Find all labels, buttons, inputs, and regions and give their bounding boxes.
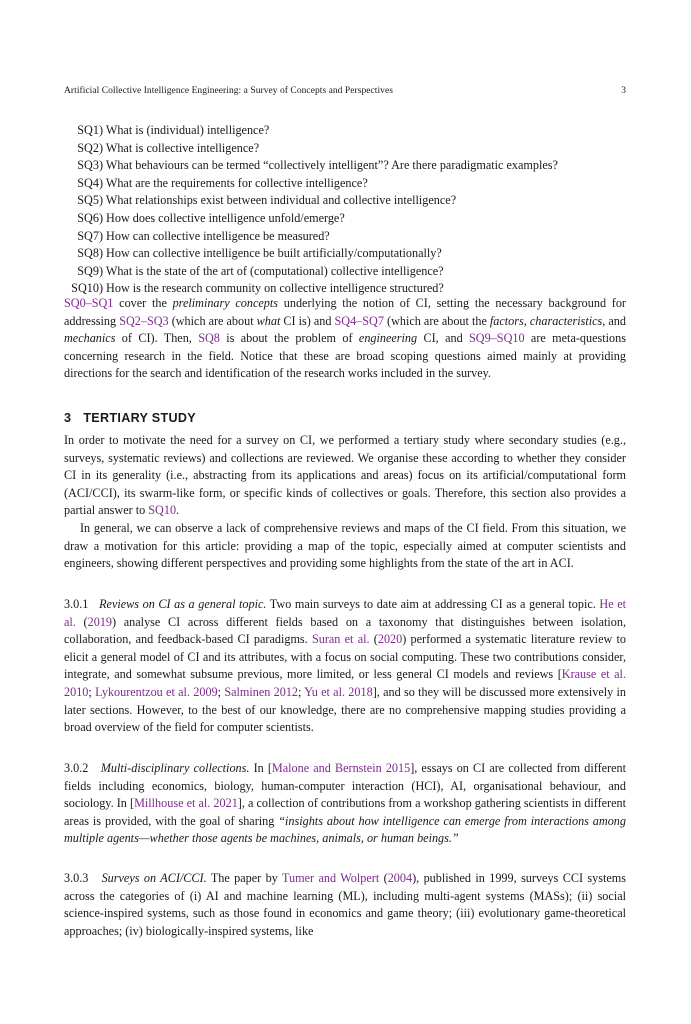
page-number: 3	[621, 86, 626, 96]
running-header	[64, 86, 626, 96]
question-text: How is the research community on collective intelligence structured?	[106, 281, 444, 296]
subsection-number: 3.0.3	[64, 871, 89, 885]
ref-sq4-sq7[interactable]: SQ4–SQ7	[334, 313, 384, 328]
question-id: SQ4)	[77, 175, 103, 190]
question-item	[64, 192, 634, 210]
question-item	[64, 157, 634, 175]
section-heading	[64, 411, 196, 425]
question-text: How does collective intelligence unfold/emerge?	[106, 210, 345, 225]
subsection-3-0-3: 3.0.3 Surveys on ACI/CCI. The paper by Tumer and Wolpert (2004), published in 1999, surveys CCI systems across the categories of (i) AI and machine learning (ML), including multi-agent systems (MASs); (ii) social science-inspired systems, such as those found in economics and game theory; (iii) evolutionary game-theoretical approaches; (iv) biologically-inspired systems, like	[64, 871, 627, 938]
section-number: 3	[64, 411, 72, 425]
ref-sq0-sq1[interactable]: SQ0–SQ1	[64, 296, 114, 310]
subsection-3-0-2: 3.0.2 Multi-disciplinary collections. In [Malone and Bernstein 2015], essays on CI are collected from different fields including economics, biology, human-computer interaction (HCI), AI, organisational behaviour, and sociology. In [Millhouse et al. 2021], a collection of contributions from a workshop gathering scientists in different areas is provided, with the goal of sharing “insights about how intelligence can emerge from interactions among multiple agents—whether those agents be machines, animals, or human beings.”	[64, 761, 626, 846]
ref-sq8[interactable]: SQ8	[198, 331, 220, 346]
ref-he[interactable]: He et al.	[64, 597, 626, 629]
section-paragraph-1: In order to motivate the need for a survey on CI, we performed a tertiary study where secondary studies (e.g., surveys, systematic reviews) and collections are reviewed. We organise these according to whether they consider CI in its generality (i.e., abstracting from its applications and areas) focus on its artificial/computational form (ACI/CCI), its swarm-like form, or specific kinds of collectives or goals. Therefore, this section also provides a partial answer to SQ10.	[64, 433, 626, 518]
ref-he-year[interactable]: 2019	[87, 614, 112, 629]
scoping-questions-list	[64, 122, 634, 298]
question-item	[64, 228, 634, 246]
question-id: SQ2)	[77, 140, 103, 155]
subsection-number: 3.0.1	[64, 597, 89, 611]
question-text: What is the state of the art of (computational) collective intelligence?	[105, 263, 444, 278]
intro-paragraph: SQ0–SQ1 cover the preliminary concepts underlying the notion of CI, setting the necessary background for addressing SQ2–SQ3 (which are about what CI is) and SQ4–SQ7 (which are about the factors, characteristics, and mechanics of CI). Then, SQ8 is about the problem of engineering CI, and SQ9–SQ10 are meta-questions concerning research in the field. Notice that these are broad scoping questions aimed mainly at providing directions for the search and identification of the research works included in the survey.	[64, 296, 626, 381]
subsection-3-0-1: 3.0.1 Reviews on CI as a general topic. Two main surveys to date aim at addressing CI as a general topic. He et al. (2019) analyse CI across different fields based on a taxonomy that distinguishes between isolation, collaboration, and feedback-based CI paradigms. Suran et al. (2020) performed a systematic literature review to elicit a general model of CI and its attributes, with a focus on social computing. These two contributions consider, integrate, and somewhat subsume previous, more limited, or less general CI models and reviews [Krause et al. 2010; Lykourentzou et al. 2009; Salminen 2012; Yu et al. 2018], and so they will be discussed more extensively in later sections. However, to the best of our knowledge, there are no comprehensive mapping studies providing a broad overview of the field for computer scientists.	[64, 597, 627, 735]
question-item	[64, 122, 634, 140]
subsection-title: Reviews on CI as a general topic.	[99, 597, 267, 611]
subsection-number: 3.0.2	[64, 761, 89, 775]
ref-sq9-sq10[interactable]: SQ9–SQ10	[469, 331, 525, 346]
question-id: SQ7)	[77, 228, 103, 243]
question-id: SQ1)	[77, 123, 103, 137]
ref-suran-year[interactable]: 2020	[377, 632, 403, 647]
subsection-title: Multi-disciplinary collections.	[100, 761, 250, 775]
question-text: What is collective intelligence?	[105, 140, 260, 155]
ref-suran[interactable]: Suran et al.	[311, 632, 370, 647]
ref-sq2-sq3[interactable]: SQ2–SQ3	[119, 313, 169, 328]
ref-tumer-year[interactable]: 2004	[387, 871, 413, 885]
question-item	[64, 140, 634, 158]
section-title: TERTIARY STUDY	[83, 411, 196, 425]
ref-yu[interactable]: Yu et al. 2018	[304, 684, 373, 699]
question-text: What behaviours can be termed “collectively intelligent”? Are there paradigmatic examples?	[105, 158, 558, 173]
question-id: SQ8)	[77, 246, 103, 261]
ref-sq10[interactable]: SQ10	[148, 503, 177, 518]
section-paragraph-2: In general, we can observe a lack of comprehensive reviews and maps of the CI field. From this situation, we draw a motivation for this article: providing a map of the topic, especially aimed at computer scientists and engineers, showing different perspectives and providing some highlights from the state of the art in ACI.	[64, 520, 626, 571]
running-title: Artificial Collective Intelligence Engineering: a Survey of Concepts and Perspectives	[64, 86, 393, 96]
question-text: How can collective intelligence be measured?	[106, 228, 330, 243]
ref-salminen[interactable]: Salminen 2012	[224, 684, 299, 699]
subsection-title: Surveys on ACI/CCI.	[101, 871, 207, 885]
quote: “insights about how intelligence can emerge from interactions among multiple agents—whether those agents be machines, animals, or human beings.”	[64, 813, 626, 846]
ref-krause[interactable]: Krause et al. 2010	[64, 667, 626, 699]
question-id: SQ6)	[77, 210, 103, 225]
question-item	[64, 245, 634, 263]
ref-lykourentzou[interactable]: Lykourentzou et al. 2009	[95, 684, 218, 699]
question-id: SQ3)	[77, 158, 103, 173]
question-id: SQ9)	[77, 263, 103, 278]
question-text: What is (individual) intelligence?	[105, 123, 270, 137]
question-item	[64, 210, 634, 228]
question-text: How can collective intelligence be built artificially/computationally?	[106, 246, 442, 261]
question-item	[64, 263, 634, 281]
section-intro	[64, 432, 626, 573]
ref-malone-bernstein[interactable]: Malone and Bernstein 2015	[271, 761, 411, 775]
question-id: SQ10)	[71, 281, 103, 296]
ref-millhouse[interactable]: Millhouse et al. 2021	[134, 796, 238, 811]
question-text: What are the requirements for collective intelligence?	[105, 175, 368, 190]
question-item	[64, 175, 634, 193]
question-id: SQ5)	[77, 193, 103, 208]
ref-tumer-wolpert[interactable]: Tumer and Wolpert	[282, 871, 380, 885]
question-text: What relationships exist between individual and collective intelligence?	[105, 193, 457, 208]
